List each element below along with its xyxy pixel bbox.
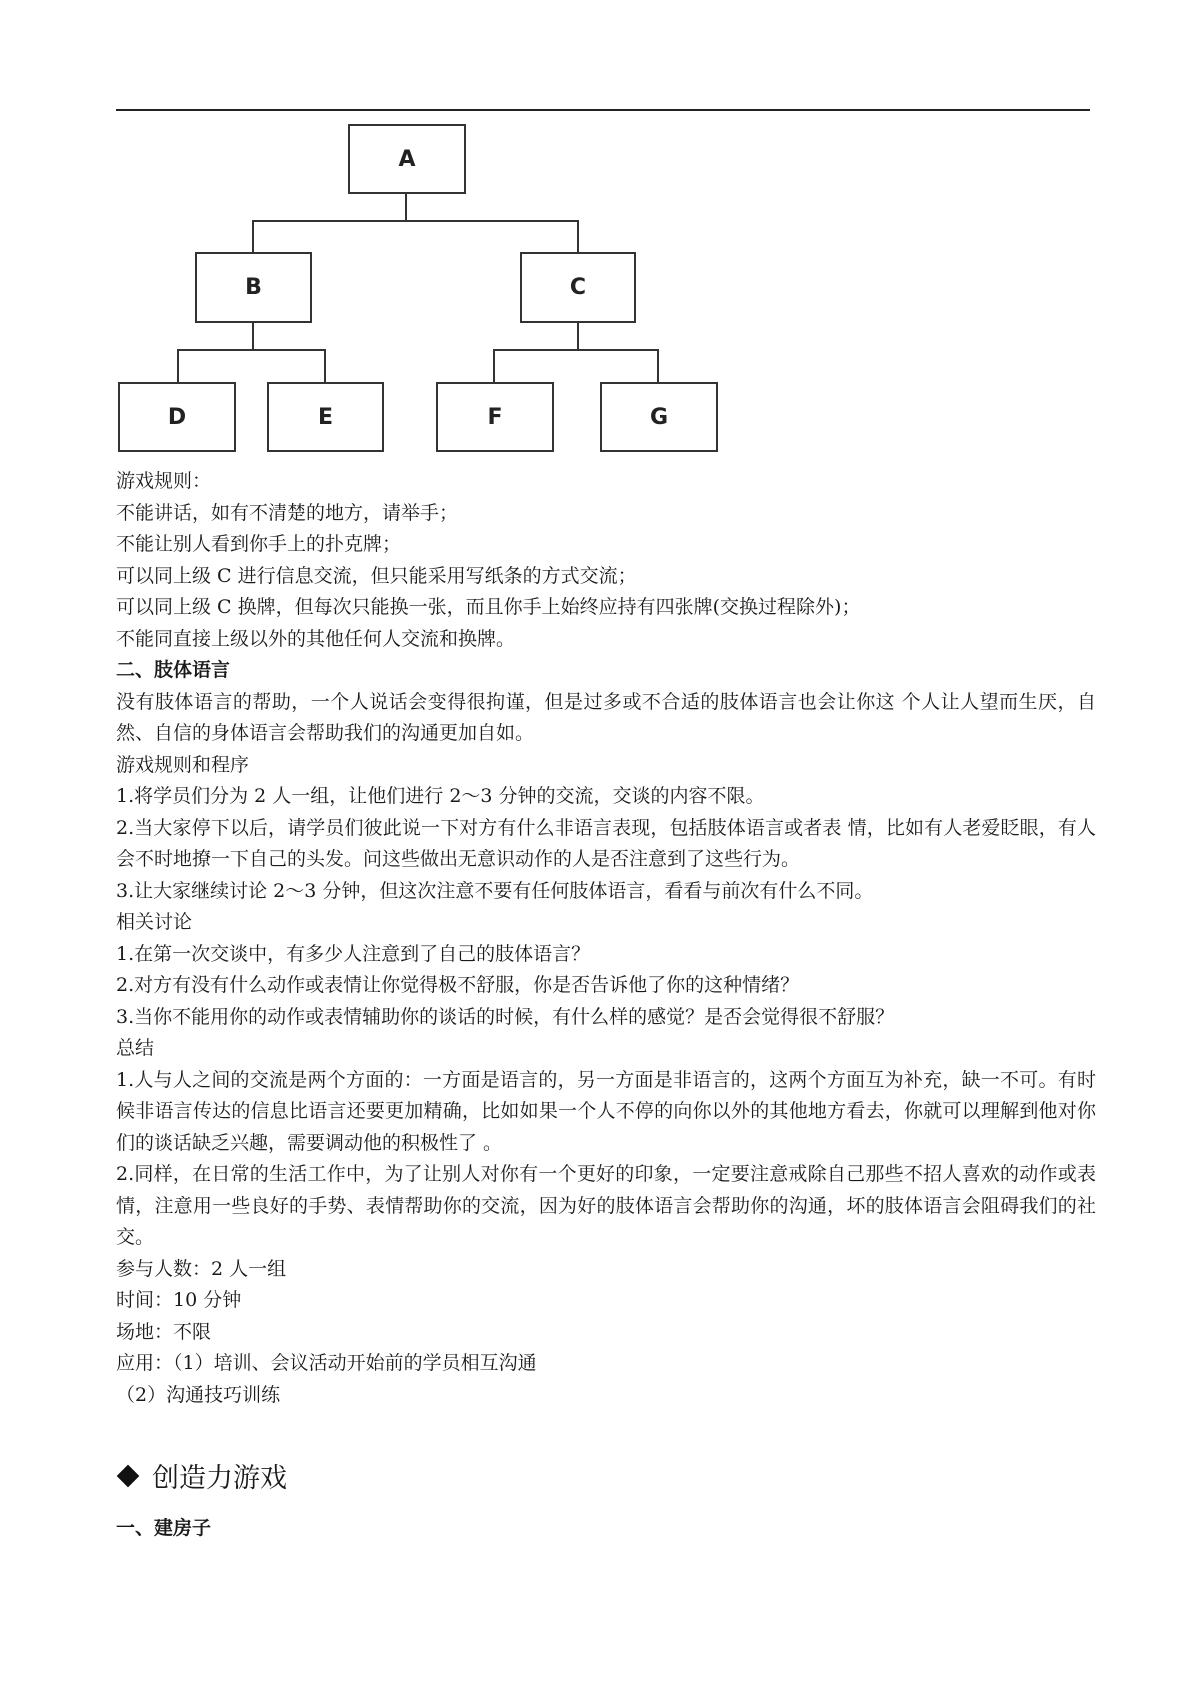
rule-step: 1.将学员们分为 2 人一组，让他们进行 2～3 分钟的交流，交谈的内容不限。 — [116, 785, 765, 807]
game-rule-item: 不能让别人看到你手上的扑克牌； — [116, 533, 402, 555]
connector-line — [177, 349, 179, 383]
game-rule-item: 可以同上级 C 换牌，但每次只能换一张，而且你手上始终应持有四张牌(交换过程除外)； — [116, 596, 861, 618]
game-rule-item: 不能同直接上级以外的其他任何人交流和换牌。 — [116, 627, 516, 650]
participants: 参与人数：2 人一组 — [116, 1257, 287, 1280]
connector-line — [252, 220, 579, 222]
connector-line — [493, 349, 495, 383]
connector-line — [657, 349, 659, 383]
time: 时间：10 分钟 — [116, 1289, 242, 1311]
summary-item: 1.人与人之间的交流是两个方面的：一方面是语言的，另一方面是非语言的，这两个方面互为补充，缺一不可。有时候非语言传达的信息比语言还要更加精确，比如如果一个人不停的向你以外的其他地方看去，你就可以理解到他对你们的谈话缺乏兴趣，需要调动他的积极性了 。 — [116, 1068, 1096, 1154]
section-heading: 二、肢体语言 — [116, 659, 231, 681]
org-node-g: G — [600, 382, 718, 452]
summary-item: 2.同样，在日常的生活工作中，为了让别人对你有一个更好的印象，一定要注意戒除自己那些不招人喜欢的动作或表情，注意用一些良好的手势、表情帮助你的交流，因为好的肢体语言会帮助你的沟通，坏的肢体语言会阻碍我们的社交。 — [116, 1163, 1096, 1248]
connector-line — [493, 349, 659, 351]
rule-step: 2.当大家停下以后，请学员们彼此说一下对方有什么非语言表现，包括肢体语言或者表 情，比如有人老爱眨眼，有人会不时地撩一下自己的头发。问这些做出无意识动作的人是否注意到了这些行为。 — [116, 816, 1096, 870]
discussion-item: 3.当你不能用你的动作或表情辅助你的谈话的时候，有什么样的感觉？是否会觉得很不舒服？ — [116, 1005, 895, 1028]
connector-line — [577, 322, 579, 350]
game-rule-item: 可以同上级 C 进行信息交流，但只能采用写纸条的方式交流； — [116, 564, 637, 587]
application-1: 应用：（1）培训、会议活动开始前的学员相互沟通 — [116, 1352, 537, 1374]
rules-title: 游戏规则和程序 — [116, 753, 250, 776]
game-rule-item: 不能讲话，如有不清楚的地方，请举手； — [116, 501, 459, 524]
org-node-f: F — [436, 382, 554, 452]
creativity-section-title: 创造力游戏 — [152, 1463, 287, 1494]
discussion-title: 相关讨论 — [116, 911, 193, 933]
application-2: （2）沟通技巧训练 — [116, 1383, 281, 1406]
connector-line — [252, 220, 254, 252]
org-node-d: D — [118, 382, 236, 452]
game-rules-title: 游戏规则： — [116, 470, 212, 492]
discussion-item: 1.在第一次交谈中，有多少人注意到了自己的肢体语言？ — [116, 942, 591, 965]
creativity-section-heading — [116, 1456, 287, 1495]
org-node-a: A — [348, 124, 466, 194]
summary-title: 总结 — [116, 1037, 155, 1059]
rule-step: 3.让大家继续讨论 2～3 分钟，但这次注意不要有任何肢体语言，看看与前次有什么不同。 — [116, 879, 874, 902]
document-body — [116, 466, 1096, 1411]
org-node-e: E — [267, 382, 384, 452]
first-game-heading: 一、建房子 — [116, 1517, 212, 1539]
connector-line — [252, 322, 254, 350]
discussion-item: 2.对方有没有什么动作或表情让你觉得极不舒服，你是否告诉他了你的这种情绪？ — [116, 974, 800, 996]
venue: 场地：不限 — [116, 1320, 212, 1343]
connector-line — [405, 193, 407, 221]
diamond-bullet-icon — [117, 1464, 140, 1487]
connector-line — [577, 220, 579, 252]
connector-line — [177, 349, 326, 351]
connector-line — [324, 349, 326, 383]
header-rule — [116, 109, 1090, 111]
intro-paragraph: 没有肢体语言的帮助，一个人说话会变得很拘谨，但是过多或不合适的肢体语言也会让你这 个人让人望而生厌，自然、自信的身体语言会帮助我们的沟通更加自如。 — [116, 690, 1096, 744]
org-node-c: C — [520, 252, 636, 323]
org-node-b: B — [195, 252, 312, 323]
